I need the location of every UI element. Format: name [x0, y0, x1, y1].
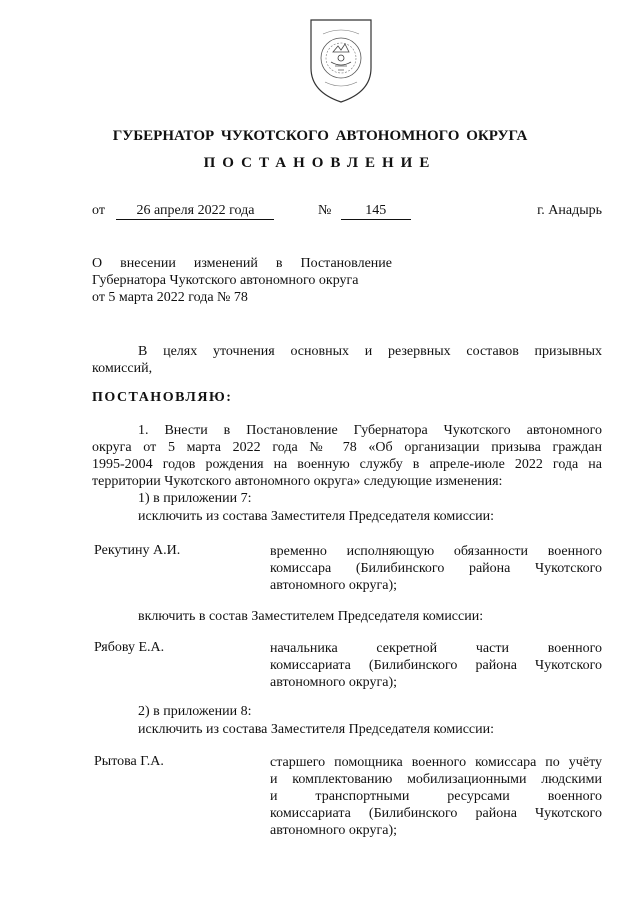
document-date: 26 апреля 2022 года: [116, 203, 274, 220]
number-label: №: [317, 203, 332, 218]
resolve-label: ПОСТАНОВЛЯЮ:: [92, 390, 233, 405]
subject-block: [92, 255, 392, 306]
item-1-paragraph: [92, 422, 602, 490]
date-number-row: [92, 203, 602, 221]
document-type-heading: ПОСТАНОВЛЕНИЕ: [203, 155, 437, 171]
position-line: комиссариата (Билибинского района Чукотского: [270, 806, 602, 821]
position-line: временно исполняющую обязанности военного: [270, 544, 602, 559]
position-line: комиссара (Билибинского района Чукотского: [270, 561, 602, 576]
appendix-7-include: включить в состав Заместителем Председателя комиссии:: [138, 609, 484, 624]
preamble-line: В целях уточнения основных и резервных составов призывных: [138, 344, 602, 359]
item-1-line: 1. Внести в Постановление Губернатора Чукотского автономного: [138, 423, 602, 438]
position-line: автономного округа);: [270, 675, 398, 690]
subject-line: от 5 марта 2022 года № 78: [92, 290, 248, 305]
subject-line: О внесении изменений в Постановление: [92, 256, 392, 271]
person-name: Рекутину А.И.: [94, 543, 181, 558]
position-line: и транспортными ресурсами военного: [270, 789, 602, 804]
person-name: Рытова Г.А.: [94, 754, 164, 769]
subject-line: Губернатора Чукотского автономного округа: [92, 273, 359, 288]
person-name: Рябову Е.А.: [94, 640, 165, 655]
person-position: [270, 640, 602, 691]
position-line: начальника секретной части военного: [270, 641, 602, 656]
from-label: от: [92, 203, 105, 218]
coat-of-arms-emblem: [305, 16, 377, 106]
item-1-line: 1995-2004 годов рождения на военную службу в апреле-июле 2022 года на: [92, 457, 602, 472]
position-line: и комплектованию мобилизационными людскими: [270, 772, 602, 787]
preamble: [92, 343, 602, 377]
governor-heading: ГУБЕРНАТОР ЧУКОТСКОГО АВТОНОМНОГО ОКРУГА: [112, 128, 528, 144]
document-number: 145: [341, 203, 411, 220]
city: г. Анадырь: [537, 203, 602, 218]
position-line: старшего помощника военного комиссара по учёту: [270, 755, 602, 770]
person-position: [270, 543, 602, 594]
appendix-8-exclude: исключить из состава Заместителя Председателя комиссии:: [138, 722, 495, 737]
appendix-8-title: 2) в приложении 8:: [138, 704, 252, 719]
appendix-7-title: 1) в приложении 7:: [138, 491, 252, 506]
position-line: автономного округа);: [270, 823, 398, 838]
item-1-line: территории Чукотского автономного округа» следующие изменения:: [92, 474, 503, 489]
item-1-line: округа от 5 марта 2022 года № 78 «Об организации призыва граждан: [92, 440, 602, 455]
person-position: [270, 754, 602, 839]
appendix-7-exclude: исключить из состава Заместителя Председателя комиссии:: [138, 509, 495, 524]
preamble-line: комиссий,: [92, 361, 153, 376]
position-line: автономного округа);: [270, 578, 398, 593]
position-line: комиссариата (Билибинского района Чукотского: [270, 658, 602, 673]
